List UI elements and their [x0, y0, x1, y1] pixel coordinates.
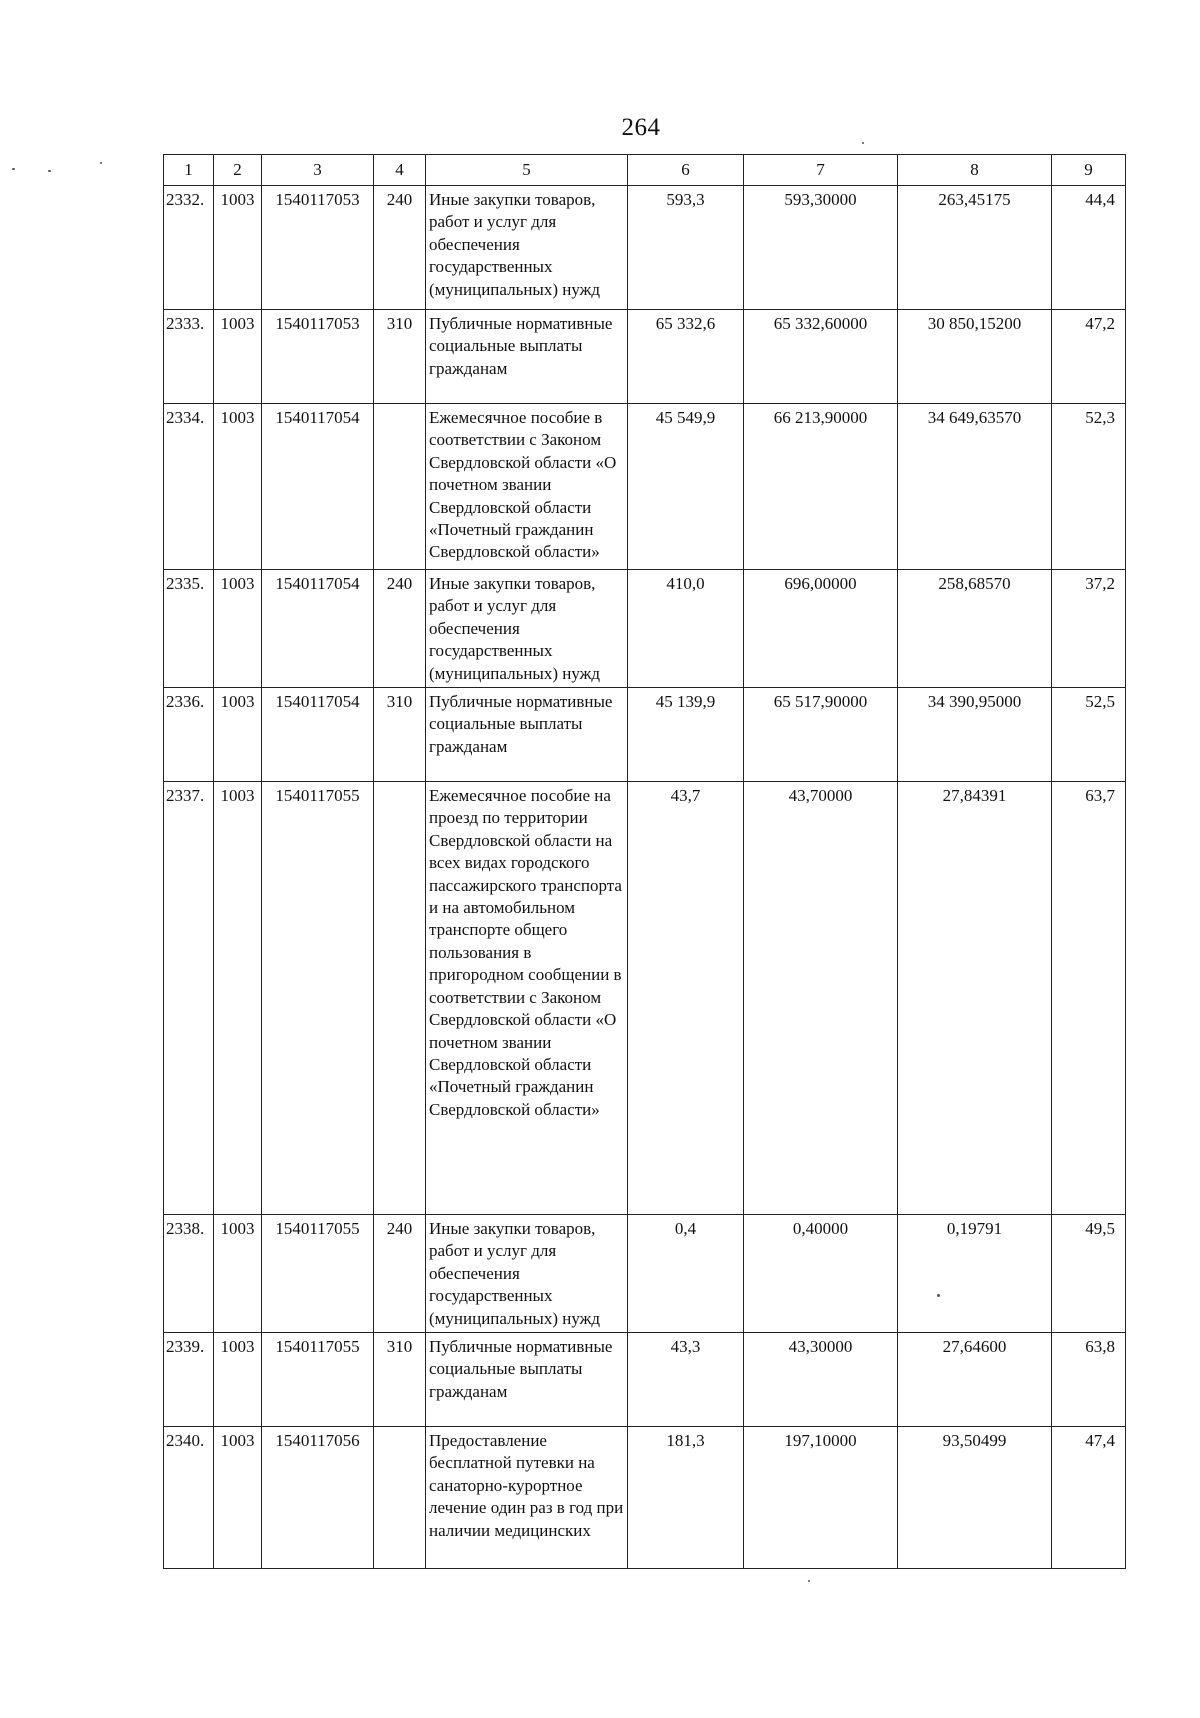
row-number: 2335.: [164, 570, 214, 688]
percent-col-9: 63,8: [1052, 1333, 1126, 1427]
row-number: 2334.: [164, 404, 214, 570]
expense-type-code: [374, 782, 426, 1215]
item-description: Иные закупки товаров, работ и услуг для обеспечения государственных (муниципальных) нужд: [426, 1215, 628, 1333]
col-header-8: 8: [898, 155, 1052, 186]
col-header-4: 4: [374, 155, 426, 186]
value-col-7: 593,30000: [744, 186, 898, 310]
item-description: Публичные нормативные социальные выплаты гражданам: [426, 688, 628, 782]
value-col-6: 45 549,9: [628, 404, 744, 570]
percent-col-9: 52,3: [1052, 404, 1126, 570]
value-col-8: 93,50499: [898, 1427, 1052, 1569]
scan-speck: [862, 142, 864, 144]
target-article-code: 1540117055: [262, 1215, 374, 1333]
value-col-8: 34 649,63570: [898, 404, 1052, 570]
value-col-6: 65 332,6: [628, 310, 744, 404]
scan-speck: [937, 1294, 940, 1297]
item-description: Предоставление бесплатной путевки на санаторно-курортное лечение один раз в год при наличии медицинских: [426, 1427, 628, 1569]
col-header-9: 9: [1052, 155, 1126, 186]
value-col-8: 34 390,95000: [898, 688, 1052, 782]
value-col-6: 43,3: [628, 1333, 744, 1427]
table-row: [164, 186, 1126, 310]
expense-type-code: 240: [374, 1215, 426, 1333]
table-row: [164, 1333, 1126, 1427]
section-code: 1003: [214, 1427, 262, 1569]
value-col-7: 65 517,90000: [744, 688, 898, 782]
value-col-6: 43,7: [628, 782, 744, 1215]
value-col-7: 0,40000: [744, 1215, 898, 1333]
col-header-6: 6: [628, 155, 744, 186]
col-header-1: 1: [164, 155, 214, 186]
header-row: [164, 155, 1126, 186]
target-article-code: 1540117055: [262, 1333, 374, 1427]
value-col-8: 27,84391: [898, 782, 1052, 1215]
row-number: 2332.: [164, 186, 214, 310]
table-row: [164, 782, 1126, 1215]
item-description: Публичные нормативные социальные выплаты гражданам: [426, 310, 628, 404]
table-row: [164, 1427, 1126, 1569]
section-code: 1003: [214, 1333, 262, 1427]
section-code: 1003: [214, 404, 262, 570]
col-header-7: 7: [744, 155, 898, 186]
percent-col-9: 52,5: [1052, 688, 1126, 782]
percent-col-9: 44,4: [1052, 186, 1126, 310]
value-col-8: 27,64600: [898, 1333, 1052, 1427]
percent-col-9: 63,7: [1052, 782, 1126, 1215]
section-code: 1003: [214, 1215, 262, 1333]
scan-speck: [12, 168, 15, 170]
section-code: 1003: [214, 782, 262, 1215]
col-header-5: 5: [426, 155, 628, 186]
item-description: Ежемесячное пособие на проезд по территории Свердловской области на всех видах городского пассажирского транспорта и на автомобильном транспорте общего пользования в пригородном сообщении в соответствии с Законом Свердловской области «О почетном звании Свердловской области «Почетный гражданин Свердловской области»: [426, 782, 628, 1215]
table-row: [164, 688, 1126, 782]
value-col-6: 593,3: [628, 186, 744, 310]
expense-type-code: 310: [374, 688, 426, 782]
target-article-code: 1540117053: [262, 186, 374, 310]
percent-col-9: 49,5: [1052, 1215, 1126, 1333]
row-number: 2333.: [164, 310, 214, 404]
value-col-6: 45 139,9: [628, 688, 744, 782]
expense-type-code: 240: [374, 570, 426, 688]
row-number: 2339.: [164, 1333, 214, 1427]
table-row: [164, 570, 1126, 688]
section-code: 1003: [214, 310, 262, 404]
value-col-7: 43,30000: [744, 1333, 898, 1427]
row-number: 2337.: [164, 782, 214, 1215]
value-col-8: 258,68570: [898, 570, 1052, 688]
value-col-6: 410,0: [628, 570, 744, 688]
table-row: [164, 310, 1126, 404]
value-col-8: 30 850,15200: [898, 310, 1052, 404]
value-col-8: 263,45175: [898, 186, 1052, 310]
scan-speck: [48, 170, 51, 172]
table-row: [164, 404, 1126, 570]
target-article-code: 1540117053: [262, 310, 374, 404]
row-number: 2336.: [164, 688, 214, 782]
target-article-code: 1540117054: [262, 404, 374, 570]
value-col-7: 696,00000: [744, 570, 898, 688]
percent-col-9: 47,2: [1052, 310, 1126, 404]
target-article-code: 1540117054: [262, 570, 374, 688]
page-number: 264: [621, 114, 661, 141]
scan-speck: [808, 1580, 810, 1582]
col-header-2: 2: [214, 155, 262, 186]
value-col-7: 66 213,90000: [744, 404, 898, 570]
table-row: [164, 1215, 1126, 1333]
item-description: Иные закупки товаров, работ и услуг для обеспечения государственных (муниципальных) нужд: [426, 570, 628, 688]
row-number: 2338.: [164, 1215, 214, 1333]
section-code: 1003: [214, 186, 262, 310]
budget-table: [163, 154, 1126, 1569]
target-article-code: 1540117055: [262, 782, 374, 1215]
item-description: Публичные нормативные социальные выплаты гражданам: [426, 1333, 628, 1427]
expense-type-code: 310: [374, 310, 426, 404]
target-article-code: 1540117054: [262, 688, 374, 782]
expense-type-code: 240: [374, 186, 426, 310]
target-article-code: 1540117056: [262, 1427, 374, 1569]
value-col-7: 43,70000: [744, 782, 898, 1215]
section-code: 1003: [214, 570, 262, 688]
row-number: 2340.: [164, 1427, 214, 1569]
expense-type-code: [374, 404, 426, 570]
value-col-6: 181,3: [628, 1427, 744, 1569]
value-col-7: 197,10000: [744, 1427, 898, 1569]
section-code: 1003: [214, 688, 262, 782]
item-description: Ежемесячное пособие в соответствии с Законом Свердловской области «О почетном звании Свердловской области «Почетный гражданин Свердловской области»: [426, 404, 628, 570]
value-col-8: 0,19791: [898, 1215, 1052, 1333]
scan-speck: [100, 162, 102, 164]
expense-type-code: 310: [374, 1333, 426, 1427]
expense-type-code: [374, 1427, 426, 1569]
value-col-6: 0,4: [628, 1215, 744, 1333]
value-col-7: 65 332,60000: [744, 310, 898, 404]
item-description: Иные закупки товаров, работ и услуг для обеспечения государственных (муниципальных) нужд: [426, 186, 628, 310]
percent-col-9: 37,2: [1052, 570, 1126, 688]
col-header-3: 3: [262, 155, 374, 186]
percent-col-9: 47,4: [1052, 1427, 1126, 1569]
